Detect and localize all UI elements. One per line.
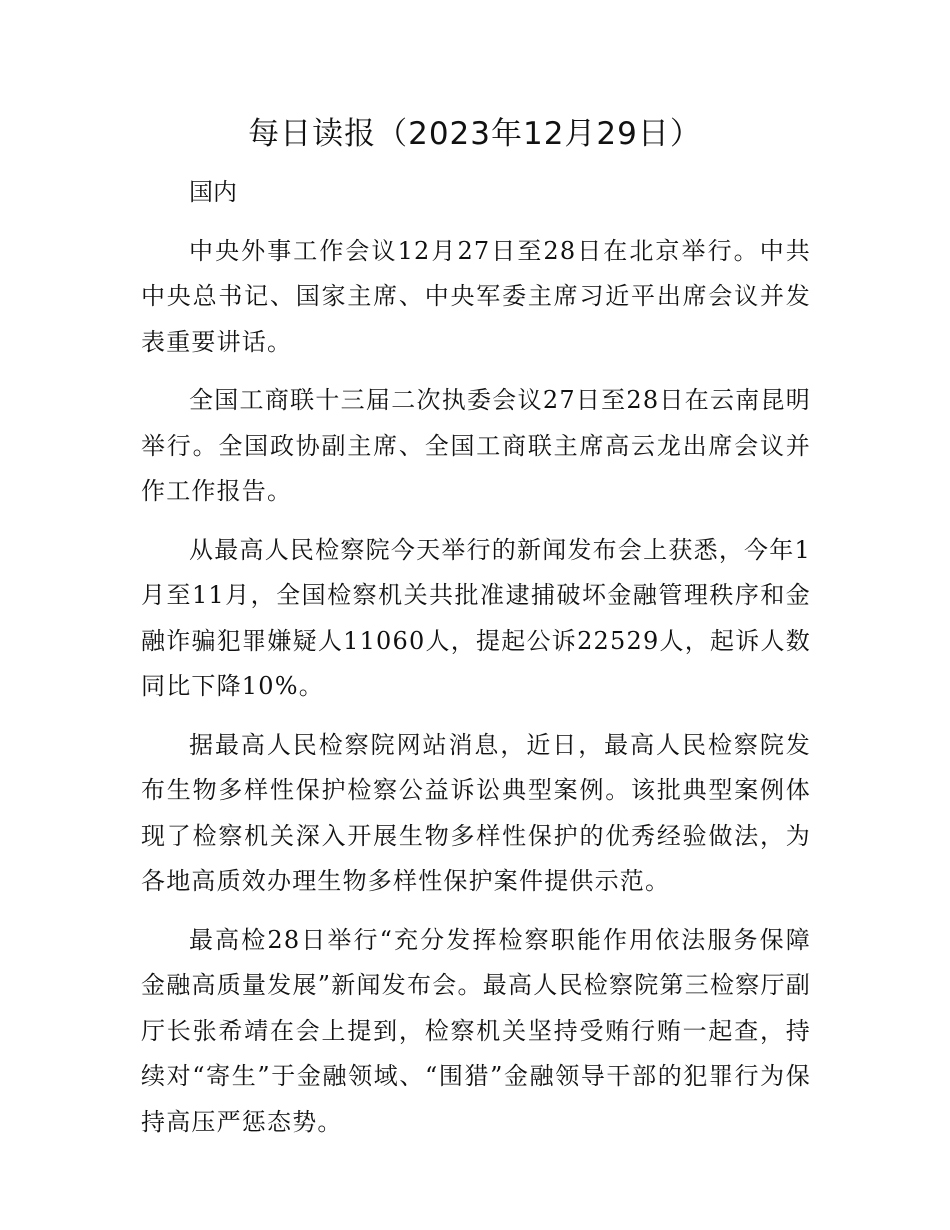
paragraph-4: 据最高人民检察院网站消息，近日，最高人民检察院发布生物多样性保护检察公益诉讼典型案例。该批典型案例体现了检察机关深入开展生物多样性保护的优秀经验做法，为各地高质效办理生物多样性保护案件提供示范。 — [141, 730, 811, 895]
article-body — [141, 170, 811, 1158]
paragraph-2: 全国工商联十三届二次执委会议27日至28日在云南昆明举行。全国政协副主席、全国工商联主席高云龙出席会议并作工作报告。 — [141, 386, 811, 505]
page-title: 每日读报（2023年12月29日） — [248, 116, 702, 152]
paragraph-3: 从最高人民检察院今天举行的新闻发布会上获悉，今年1月至11月，全国检察机关共批准逮捕破坏金融管理秩序和金融诈骗犯罪嫌疑人11060人，提起公诉22529人，起诉人数同比下降10%。 — [141, 535, 811, 700]
paragraph-1: 中央外事工作会议12月27日至28日在北京举行。中共中央总书记、国家主席、中央军委主席习近平出席会议并发表重要讲话。 — [141, 236, 811, 356]
section-heading: 国内 — [189, 178, 237, 206]
paragraph-5: 最高检28日举行“充分发挥检察职能作用依法服务保障金融高质量发展”新闻发布会。最高人民检察院第三检察厅副厅长张希靖在会上提到，检察机关坚持受贿行贿一起查，持续对“寄生”于金融领域、“围猎”金融领导干部的犯罪行为保持高压严惩态势。 — [141, 925, 811, 1136]
